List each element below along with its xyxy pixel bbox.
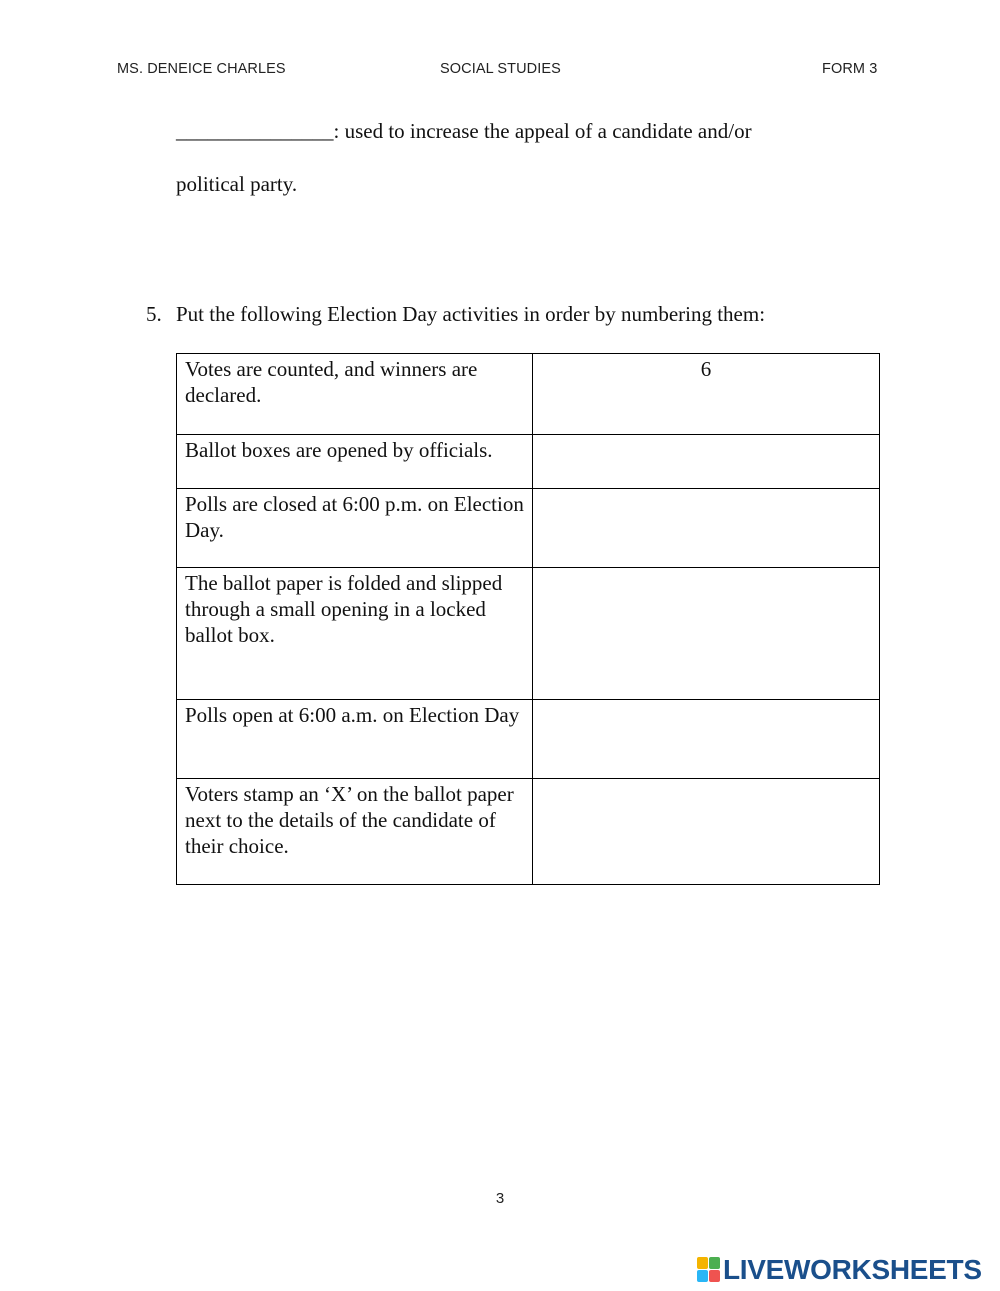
activity-text: The ballot paper is folded and slipped through a small opening in a locked ballot box. [177, 568, 533, 700]
liveworksheets-logo [697, 1254, 982, 1286]
header-subject: SOCIAL STUDIES [440, 61, 561, 77]
definition-line-1: _______________: used to increase the appeal of a candidate and/or [176, 119, 752, 143]
activity-text: Polls open at 6:00 a.m. on Election Day [177, 700, 533, 779]
header-teacher: MS. DENEICE CHARLES [117, 61, 286, 77]
logo-square-icon [697, 1257, 708, 1269]
order-answer-box[interactable] [533, 489, 880, 568]
ordering-table [176, 353, 880, 885]
table-row [177, 489, 880, 568]
activity-text: Voters stamp an ‘X’ on the ballot paper next to the details of the candidate of their choice. [177, 779, 533, 885]
order-answer-box[interactable] [533, 435, 880, 489]
table-row [177, 354, 880, 435]
activity-text: Polls are closed at 6:00 p.m. on Election Day. [177, 489, 533, 568]
question-number: 5. [146, 302, 162, 326]
question-5 [146, 302, 765, 326]
table-row [177, 568, 880, 700]
definition-line-2: political party. [176, 172, 298, 196]
table-row [177, 435, 880, 489]
order-answer-box[interactable]: 6 [533, 354, 880, 435]
table-row [177, 700, 880, 779]
order-answer-box[interactable] [533, 700, 880, 779]
logo-square-icon [697, 1270, 708, 1282]
order-answer-box[interactable] [533, 568, 880, 700]
header-form: FORM 3 [822, 61, 878, 77]
question-prompt: Put the following Election Day activities in order by numbering them: [176, 302, 766, 326]
order-answer-box[interactable] [533, 779, 880, 885]
liveworksheets-logo-icon [697, 1257, 720, 1283]
table-row [177, 779, 880, 885]
activity-text: Votes are counted, and winners are declared. [177, 354, 533, 435]
logo-square-icon [709, 1257, 720, 1269]
page-number: 3 [495, 1190, 505, 1207]
liveworksheets-wordmark: LIVEWORKSHEETS [723, 1254, 982, 1285]
logo-square-icon [709, 1270, 720, 1282]
activity-text: Ballot boxes are opened by officials. [177, 435, 533, 489]
